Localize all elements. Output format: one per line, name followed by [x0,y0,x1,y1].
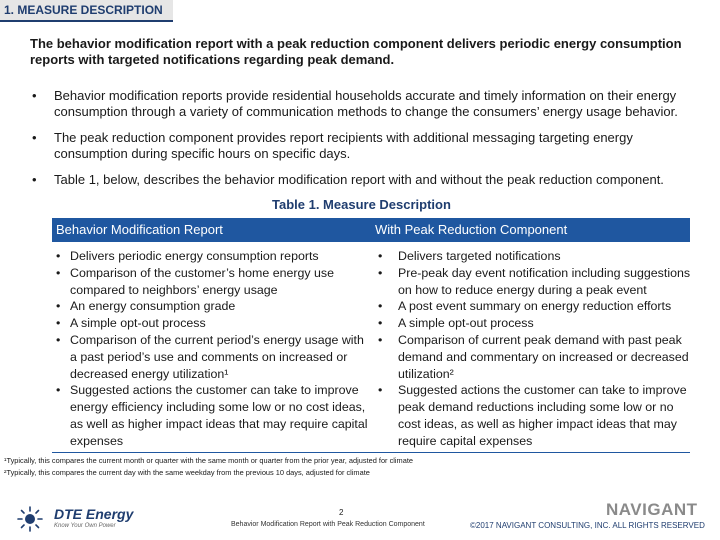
list-item: • Pre-peak day event notification including suggestions on how to reduce energy during a peak event [378,265,691,297]
dte-sunburst-icon [12,506,48,532]
bullet-item: • Behavior modification reports provide residential households accurate and timely information on their energy consumption through a variety of communication methods to change the consumers’ energy usage behavior. [32,88,678,119]
footer-report-title: Behavior Modification Report with Peak Reduction Component [231,521,425,528]
bullet-dot: • [32,172,37,187]
bullet-list [30,88,690,198]
measure-table [52,218,690,453]
logo-tagline: Know Your Own Power [54,523,116,529]
section-header [0,0,720,22]
navigant-logo: NAVIGANT [606,500,698,519]
bullet-dot: • [32,88,37,103]
bullet-item: • Table 1, below, describes the behavior modification report with and without the peak reduction component. [32,172,664,187]
table-body [52,242,690,453]
logo-name: DTE Energy [54,506,134,522]
list-item: • Comparison of current peak demand with past peak demand and commentary on increased or decreased utilization² [378,332,689,381]
peak-column [375,248,695,450]
list-item: • Delivers periodic energy consumption reports [56,249,319,263]
column-header-peak: With Peak Reduction Component [375,222,568,237]
footnote-1: ¹Typically, this compares the current month or quarter with the same month or quarter from the prior year, adjusted for climate [4,456,413,465]
list-item: • An energy consumption grade [56,299,236,314]
list-item: • Suggested actions the customer can take to improve energy efficiency including some low or no cost ideas, as well as higher impact ideas that may require capital expenses [56,383,368,448]
table-header [52,218,690,242]
list-item: • Suggested actions the customer can take to improve peak demand reductions including some low or no cost ideas, as well as higher impact ideas that may require capital expenses [378,383,687,448]
section-title: 1. MEASURE DESCRIPTION [0,0,173,22]
footnote-2: ²Typically, this compares the current day with the same weekday from the previous 10 days, adjusted for climate [4,468,370,477]
list-item: • A simple opt-out process [378,316,534,331]
list-item: • A post event summary on energy reduction efforts [378,299,672,314]
behavior-column [56,248,371,450]
page-number: 2 [339,508,344,517]
bullet-dot: • [32,130,37,145]
list-item: • Comparison of the current period’s energy usage with a past period’s use and comments on increased or decreased energy utilization¹ [56,332,364,381]
intro-paragraph: The behavior modification report with a peak reduction component delivers periodic energy consumption reports with targeted notifications regarding peak demand. [30,36,682,67]
list-item: • A simple opt-out process [56,316,206,331]
column-header-behavior: Behavior Modification Report [56,222,223,237]
bullet-item: • The peak reduction component provides report recipients with additional messaging targeting energy consumption during specific hours on specific days. [32,130,633,161]
copyright-notice: ©2017 NAVIGANT CONSULTING, INC. ALL RIGHTS RESERVED [470,521,705,530]
dte-logo [8,502,158,536]
table-title: Table 1. Measure Description [272,197,451,212]
list-item: • Comparison of the customer’s home energy use compared to neighbors’ energy usage [56,265,335,297]
list-item: • Delivers targeted notifications [378,249,561,263]
